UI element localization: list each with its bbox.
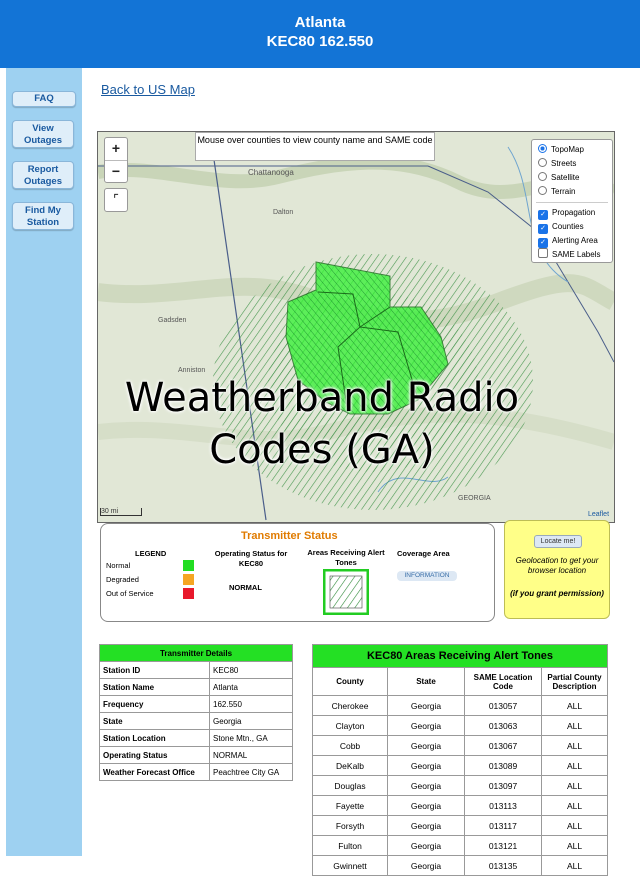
information-button[interactable]: INFORMATION xyxy=(397,571,457,581)
find-my-station-button[interactable]: Find My Station xyxy=(12,202,74,230)
column-header-county: County xyxy=(313,668,388,696)
table-row: Douglas Georgia 013097 ALL xyxy=(313,776,608,796)
column-header-partial-county: Partial County Description xyxy=(542,668,608,696)
map-label-georgia: GEORGIA xyxy=(458,495,491,502)
radio-icon xyxy=(538,172,547,181)
sidebar xyxy=(6,68,82,856)
layer-streets[interactable]: Streets xyxy=(538,158,576,170)
map-hint-box: Mouse over counties to view county name and SAME code xyxy=(195,132,435,161)
table-row: Cobb Georgia 013067 ALL xyxy=(313,736,608,756)
checkbox-icon xyxy=(538,248,548,258)
legend-normal-label: Normal xyxy=(106,561,131,570)
table-row: Station Name Atlanta xyxy=(100,679,293,696)
table-row: DeKalb Georgia 013089 ALL xyxy=(313,756,608,776)
radio-icon xyxy=(538,144,547,153)
table-row: Forsyth Georgia 013117 ALL xyxy=(313,816,608,836)
view-outages-button[interactable]: View Outages xyxy=(12,120,74,148)
zoom-control xyxy=(104,137,128,183)
city-title: Atlanta xyxy=(294,14,346,31)
map-label-dalton: Dalton xyxy=(273,209,294,216)
locate-me-button[interactable]: Locate me! xyxy=(534,535,582,548)
map-label-chattanooga: Chattanooga xyxy=(248,168,294,177)
transmitter-status-panel xyxy=(100,523,495,622)
fullscreen-icon[interactable]: ⌜ xyxy=(104,188,128,212)
layer-control xyxy=(531,139,613,263)
overlay-propagation[interactable]: ✓ Propagation xyxy=(538,207,595,219)
table-row: Station Location Stone Mtn., GA xyxy=(100,730,293,747)
column-header-state: State xyxy=(388,668,465,696)
legend-degraded-label: Degraded xyxy=(106,575,139,584)
station-title: KEC80 162.550 xyxy=(266,33,374,50)
map-scale: 30 mi xyxy=(100,508,142,516)
table-row: Cherokee Georgia 013057 ALL xyxy=(313,696,608,716)
faq-button[interactable]: FAQ xyxy=(12,91,76,107)
table-row: Clayton Georgia 013063 ALL xyxy=(313,716,608,736)
table-row: State Georgia xyxy=(100,713,293,730)
table-row: Gwinnett Georgia 013135 ALL xyxy=(313,856,608,876)
column-header-same-code: SAME Location Code xyxy=(465,668,542,696)
zoom-out-button[interactable]: − xyxy=(111,163,121,179)
table-row: Fulton Georgia 013121 ALL xyxy=(313,836,608,856)
table-row: Station ID KEC80 xyxy=(100,662,293,679)
geolocation-panel xyxy=(504,520,610,619)
back-to-us-map-link[interactable]: Back to US Map xyxy=(101,82,195,97)
layer-satellite[interactable]: Satellite xyxy=(538,172,579,184)
overlay-same-labels[interactable]: SAME Labels xyxy=(538,248,600,260)
legend-normal-swatch xyxy=(183,560,194,571)
overlay-alerting-area[interactable]: ✓ Alerting Area xyxy=(538,235,598,247)
transmitter-status-title: Transmitter Status xyxy=(241,530,338,542)
overlay-counties[interactable]: ✓ Counties xyxy=(538,221,584,233)
alert-areas-title: KEC80 Areas Receiving Alert Tones xyxy=(313,645,608,668)
map-label-gadsden: Gadsden xyxy=(158,317,187,324)
legend-out-of-service-swatch xyxy=(183,588,194,599)
geolocation-text: Geolocation to get your browser location xyxy=(515,556,599,575)
alert-areas-table xyxy=(312,644,608,876)
legend-title: LEGEND xyxy=(135,549,167,558)
map-label-anniston: Anniston xyxy=(178,367,206,374)
table-row: Frequency 162.550 xyxy=(100,696,293,713)
radio-icon xyxy=(538,186,547,195)
transmitter-details-table xyxy=(99,644,293,781)
checkbox-icon: ✓ xyxy=(538,224,548,234)
transmitter-details-title: Transmitter Details xyxy=(100,645,293,662)
operating-status-value: NORMAL xyxy=(229,583,262,592)
legend-degraded-swatch xyxy=(183,574,194,585)
table-row: Weather Forecast Office Peachtree City GA xyxy=(100,764,293,781)
coverage-area-header: Coverage Area xyxy=(397,549,450,558)
layer-terrain[interactable]: Terrain xyxy=(538,186,575,198)
zoom-in-button[interactable]: + xyxy=(105,138,127,161)
layer-divider xyxy=(536,202,608,203)
operating-status-header: Operating Status for KEC80 xyxy=(214,549,288,568)
map-attribution-link[interactable]: Leaflet xyxy=(588,511,610,518)
checkbox-icon: ✓ xyxy=(538,210,548,220)
legend-out-of-service-label: Out of Service xyxy=(106,589,154,598)
table-row: Operating Status NORMAL xyxy=(100,747,293,764)
page-header xyxy=(0,0,640,68)
report-outages-button[interactable]: Report Outages xyxy=(12,161,74,189)
areas-receiving-header: Areas Receiving Alert Tones xyxy=(307,548,385,567)
overlay-caption: Weatherband Radio Codes (GA) xyxy=(124,375,520,473)
layer-topomap[interactable]: TopoMap xyxy=(538,144,584,156)
geolocation-note: (if you grant permission) xyxy=(510,589,604,598)
table-row: Fayette Georgia 013113 ALL xyxy=(313,796,608,816)
alert-area-swatch xyxy=(323,569,369,615)
checkbox-icon: ✓ xyxy=(538,238,548,248)
radio-icon xyxy=(538,158,547,167)
